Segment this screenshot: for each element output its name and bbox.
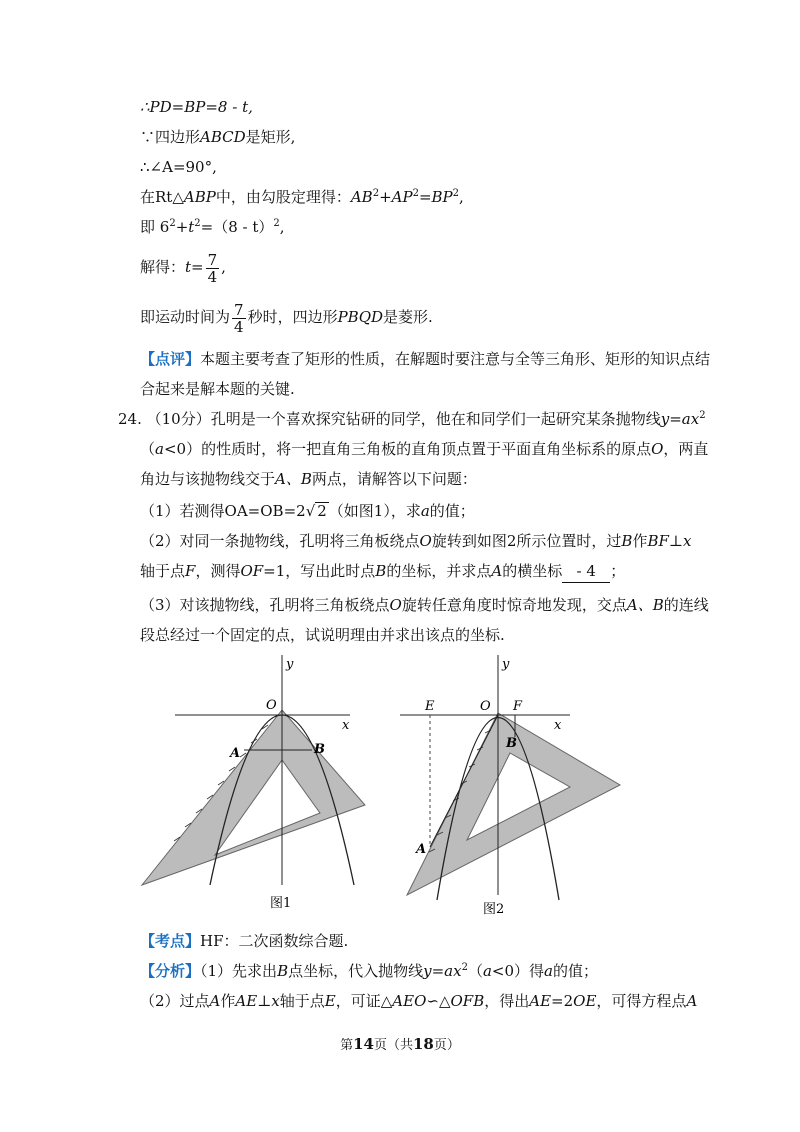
denominator: 4 xyxy=(234,317,244,336)
label-x: x xyxy=(554,718,562,733)
text: A xyxy=(491,562,503,580)
question-part-3-line-1 xyxy=(140,594,709,616)
text: t xyxy=(188,218,195,236)
text: 第 xyxy=(340,1038,354,1053)
text: =ax xyxy=(431,962,462,980)
text: 中，由勾股定理得： xyxy=(215,188,351,206)
text: 的连线 xyxy=(663,596,709,614)
text: （1）先求出 xyxy=(200,962,278,980)
text: =2 xyxy=(551,992,574,1010)
text: ，两直 xyxy=(663,440,709,458)
text: （1）若测得 xyxy=(140,502,225,520)
text: AE xyxy=(235,992,258,1010)
text: ； xyxy=(610,562,626,580)
text: a xyxy=(420,502,430,520)
solution-line-2 xyxy=(140,126,295,148)
solution-line-4 xyxy=(140,186,464,208)
text: BF xyxy=(647,532,669,550)
text: 秒时，四边形 xyxy=(247,308,338,326)
text: 本题主要考查了矩形的性质，在解题时要注意与全等三角形、矩形的知识点结 xyxy=(200,350,711,368)
label-b: B xyxy=(506,736,517,751)
text: B xyxy=(277,962,289,980)
text: <0）的性质时，将一把直角三角板的直角顶点置于平面直角坐标系的原点 xyxy=(163,440,652,458)
text: 轴于点 xyxy=(279,992,325,1010)
denominator: 4 xyxy=(207,267,218,286)
text: 角边与该抛物线交于 xyxy=(140,470,276,488)
text: =（8 - t） xyxy=(200,218,274,236)
label-y: y xyxy=(286,657,294,672)
text: ，可证△ xyxy=(335,992,393,1010)
superscript: 2 xyxy=(699,410,706,421)
text: AEO xyxy=(392,992,427,1010)
kaodian-tag: 【考点】 xyxy=(140,932,201,950)
numerator: 7 xyxy=(207,250,218,269)
text: 旋转到如图2所示位置时，过 xyxy=(431,532,622,550)
question-part-2-line-2 xyxy=(140,560,625,583)
text: 即运动时间为 xyxy=(140,308,231,326)
figure-2 xyxy=(395,655,635,920)
text: 的横坐标 xyxy=(502,562,563,580)
text: ∴PD=BP=8 - t, xyxy=(140,98,253,116)
text: 页） xyxy=(433,1038,460,1053)
text: A xyxy=(686,992,698,1010)
text: A、B xyxy=(626,596,664,614)
review-line-2 xyxy=(140,378,295,400)
text: ，得出 xyxy=(484,992,530,1010)
superscript: 2 xyxy=(273,218,280,229)
text: AB xyxy=(350,188,373,206)
text: 点坐标，代入抛物线 xyxy=(288,962,424,980)
text: ⊥x xyxy=(668,532,692,550)
text: F xyxy=(185,562,196,580)
text: 解得： xyxy=(140,258,186,276)
text: , xyxy=(459,188,464,206)
page-footer xyxy=(0,1034,800,1053)
text: , xyxy=(221,258,226,276)
text: + xyxy=(175,218,189,236)
superscript: 2 xyxy=(169,218,176,229)
solution-line-6 xyxy=(140,248,226,286)
numerator: 7 xyxy=(234,300,244,319)
review-tag: 【点评】 xyxy=(140,350,201,368)
text: （3）对该抛物线，孔明将三角板绕点 xyxy=(140,596,390,614)
text: A、B xyxy=(275,470,312,488)
figure-2-caption: 图2 xyxy=(483,902,505,917)
superscript: 2 xyxy=(412,188,419,199)
text: 轴于点 xyxy=(140,562,186,580)
text: OA=OB=2 xyxy=(224,502,306,520)
text: y xyxy=(423,962,432,980)
superscript: 2 xyxy=(452,188,460,199)
label-y: y xyxy=(502,657,510,672)
label-o: O xyxy=(480,699,491,714)
label-a: A xyxy=(416,842,427,857)
text: （10分）孔明是一个喜欢探究钻研的同学，他在和同学们一起研究某条抛物线 xyxy=(146,410,661,428)
question-line-2 xyxy=(140,438,708,460)
text: A xyxy=(209,992,221,1010)
text: <0）得 xyxy=(491,962,545,980)
label-b: B xyxy=(314,742,325,757)
sqrt-sign: √ xyxy=(305,502,316,520)
text: O xyxy=(389,596,402,614)
label-a: A xyxy=(230,746,241,761)
text: = xyxy=(418,188,432,206)
text: B xyxy=(621,532,633,550)
text: ∽△ xyxy=(426,992,451,1010)
page-number: 14 xyxy=(353,1035,374,1053)
text: AP xyxy=(391,188,413,206)
text: ，可得方程点 xyxy=(596,992,687,1010)
analysis-kaodian xyxy=(140,930,348,952)
text: PBQD xyxy=(337,308,384,326)
text: ∴∠A=90°, xyxy=(140,158,217,176)
label-e: E xyxy=(425,699,435,714)
figure-1 xyxy=(140,655,370,915)
text: + xyxy=(379,188,392,206)
text: OF xyxy=(240,562,264,580)
fraction xyxy=(206,252,220,285)
analysis-line-2 xyxy=(140,990,697,1012)
text: E xyxy=(324,992,336,1010)
text: 即 6 xyxy=(140,218,170,236)
text: ，测得 xyxy=(195,562,241,580)
text: B xyxy=(375,562,387,580)
superscript: 2 xyxy=(194,218,201,229)
figure-1-caption: 图1 xyxy=(270,896,292,911)
sqrt-radicand: 2 xyxy=(317,502,327,520)
text: a xyxy=(544,962,553,980)
question-part-2-line-1 xyxy=(140,530,691,552)
superscript: 2 xyxy=(461,962,468,973)
text: （2）对同一条抛物线，孔明将三角板绕点 xyxy=(140,532,420,550)
question-number: 24. xyxy=(118,410,142,428)
text: t xyxy=(185,258,192,276)
solution-line-1 xyxy=(140,96,253,118)
text: , xyxy=(279,218,285,236)
question-part-1 xyxy=(140,500,475,522)
text: 是矩形, xyxy=(245,128,296,146)
text: 在Rt△ xyxy=(140,188,184,206)
text: 的值； xyxy=(553,962,599,980)
answer-blank: - 4 xyxy=(562,560,610,583)
label-f: F xyxy=(513,699,523,714)
text: 合起来是解本题的关键. xyxy=(140,380,295,398)
text: OE xyxy=(573,992,597,1010)
text: 的坐标，并求点 xyxy=(386,562,492,580)
solution-line-3 xyxy=(140,156,217,178)
superscript: 2 xyxy=(372,188,380,199)
text: O xyxy=(651,440,664,458)
text: HF：二次函数综合题. xyxy=(200,932,349,950)
text: =ax xyxy=(669,410,700,428)
text: OFB xyxy=(450,992,485,1010)
text: （如图1），求 xyxy=(328,502,421,520)
solution-line-7 xyxy=(140,298,433,336)
text: ∵四边形 xyxy=(140,128,201,146)
text: O xyxy=(419,532,432,550)
text: 两点，请解答以下问题： xyxy=(311,470,477,488)
text: （ xyxy=(140,440,156,458)
text: a xyxy=(482,962,492,980)
fenxi-tag: 【分析】 xyxy=(140,962,201,980)
review-line-1 xyxy=(140,348,710,370)
text: = xyxy=(191,258,204,276)
analysis-line-1 xyxy=(140,960,598,982)
text: =1，写出此时点 xyxy=(263,562,376,580)
text: 页（共 xyxy=(373,1038,413,1053)
question-line-3 xyxy=(140,468,477,490)
text: （2）过点 xyxy=(140,992,210,1010)
label-x: x xyxy=(342,718,350,733)
text: ABCD xyxy=(200,128,246,146)
question-part-3-line-2 xyxy=(140,624,505,646)
text: a xyxy=(155,440,164,458)
fraction xyxy=(232,302,246,335)
text: ABP xyxy=(183,188,216,206)
text: AE xyxy=(529,992,552,1010)
text: 的值； xyxy=(429,502,475,520)
total-pages: 18 xyxy=(413,1035,434,1053)
label-o: O xyxy=(266,698,277,713)
solution-line-5 xyxy=(140,216,285,238)
question-line-1 xyxy=(118,408,706,430)
text: y xyxy=(660,410,670,428)
text: 是菱形. xyxy=(383,308,433,326)
text: （ xyxy=(467,962,483,980)
text: BP xyxy=(431,188,453,206)
text: 旋转任意角度时惊奇地发现，交点 xyxy=(401,596,627,614)
text: 段总经过一个固定的点，试说明理由并求出该点的坐标. xyxy=(140,626,505,644)
text: 作 xyxy=(632,532,648,550)
text: ⊥x xyxy=(257,992,280,1010)
text: 作 xyxy=(220,992,236,1010)
